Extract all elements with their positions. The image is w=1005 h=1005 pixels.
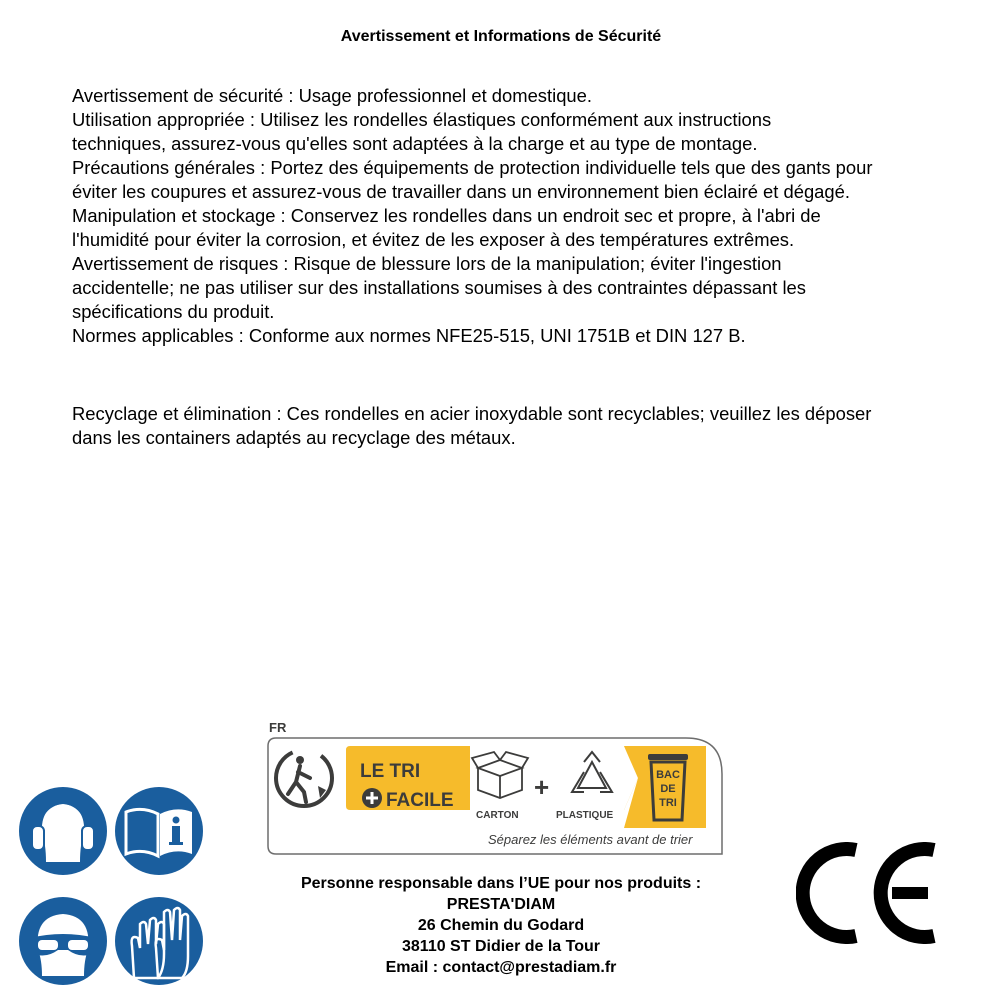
responsible-person <box>200 873 802 978</box>
company-street: 26 Chemin du Godard <box>417 917 585 934</box>
text-line: techniques, assurez-vous qu'elles sont adaptées à la charge et au type de montage. <box>72 133 758 154</box>
triman-icon <box>276 750 332 806</box>
text-line: Avertissement de risques : Risque de blessure lors de la manipulation; éviter l'ingestion <box>72 253 782 274</box>
recycling-text <box>72 402 952 450</box>
text-line: éviter les coupures et assurez-vous de travailler dans un environnement bien éclairé et dégagé. <box>72 181 850 202</box>
company-email: Email : contact@prestadiam.fr <box>385 959 617 976</box>
plastique-label: PLASTIQUE <box>556 810 614 821</box>
triman-country: FR <box>269 720 287 735</box>
text-line: Avertissement de sécurité : Usage professionnel et domestique. <box>72 85 592 106</box>
responsible-heading: Personne responsable dans l’UE pour nos produits : <box>300 875 702 892</box>
bac-label: BAC <box>656 769 680 781</box>
triman-logo <box>266 716 726 858</box>
le-tri-label: LE TRI <box>360 761 421 782</box>
text-line: Recyclage et élimination : Ces rondelles en acier inoxydable sont recyclables; veuillez les déposer <box>72 403 872 424</box>
company-name: PRESTA'DIAM <box>446 896 556 913</box>
separez-label: Séparez les éléments avant de trier <box>488 832 693 847</box>
text-line: dans les containers adaptés au recyclage des métaux. <box>72 427 516 448</box>
company-city: 38110 ST Didier de la Tour <box>402 938 600 955</box>
text-line: Précautions générales : Portez des équipements de protection individuelle tels que des gants pour <box>72 157 873 178</box>
plus-sign: + <box>534 772 550 802</box>
document-title: Avertissement et Informations de Sécurité <box>340 28 662 45</box>
de-label: DE <box>660 783 676 795</box>
protective-gloves-icon <box>112 894 206 988</box>
tri-label: TRI <box>659 797 677 809</box>
text-line: spécifications du produit. <box>72 301 275 322</box>
text-line: l'humidité pour éviter la corrosion, et évitez de les exposer à des températures extrêmes. <box>72 229 795 250</box>
safety-text <box>72 84 952 348</box>
carton-label: CARTON <box>476 810 519 821</box>
triman-white-panel <box>470 746 638 810</box>
read-manual-icon <box>112 784 206 878</box>
text-line: Normes applicables : Conforme aux normes NFE25-515, UNI 1751B et DIN 127 B. <box>72 325 746 346</box>
text-line: accidentelle; ne pas utiliser sur des installations soumises à des contraintes dépassant les <box>72 277 806 298</box>
facile-label: FACILE <box>386 790 454 811</box>
ce-mark-icon <box>796 842 940 944</box>
safety-goggles-icon <box>16 894 110 988</box>
text-line: Utilisation appropriée : Utilisez les rondelles élastiques conformément aux instructions <box>72 109 772 130</box>
text-line: Manipulation et stockage : Conservez les rondelles dans un endroit sec et propre, à l'abri de <box>72 205 821 226</box>
ear-protection-icon <box>16 784 110 878</box>
